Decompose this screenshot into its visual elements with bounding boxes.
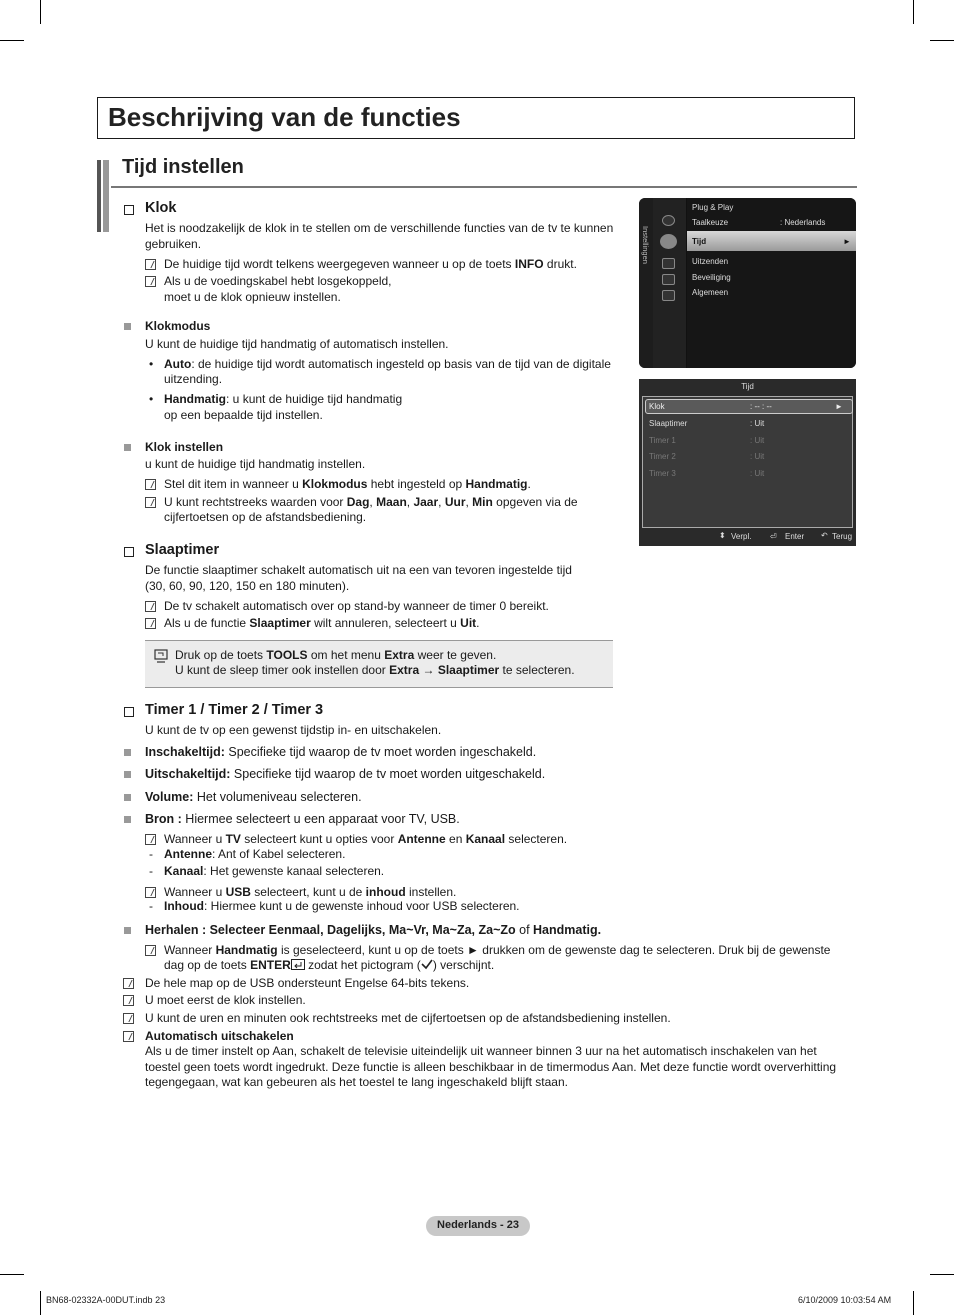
footer-date: 6/10/2009 10:03:54 AM — [798, 1295, 892, 1305]
enter-icon: ⏎ — [770, 532, 777, 541]
klok-intro-2: gebruiken. — [145, 237, 202, 251]
dash: - — [149, 864, 153, 878]
note-icon — [145, 834, 156, 845]
timer-uitschakeltijd: Uitschakeltijd: Specifieke tijd waarop de tv moet worden uitgeschakeld. — [145, 767, 546, 781]
checkbox-icon — [124, 707, 134, 717]
page-number-badge — [426, 1216, 530, 1236]
dash: - — [149, 847, 153, 861]
crop-mark — [913, 0, 914, 24]
klokmodus-auto-2: uitzending. — [164, 372, 223, 386]
slaap-desc-1: De functie slaaptimer schakelt automatisch uit na een van tevoren ingestelde tijd — [145, 563, 572, 577]
heading-klok-instellen: Klok instellen — [145, 440, 224, 454]
tv-tijd-panel — [642, 396, 853, 528]
tv-tijd-row-label[interactable]: Klok — [649, 402, 665, 411]
herhalen-note-2: dag op de toets ENTER zodat het pictogram ( ) verschijnt. — [164, 958, 495, 972]
bron-note-usb: Wanneer u USB selecteert, kunt u de inhoud instellen. — [164, 885, 457, 899]
slaap-note-1: De tv schakelt automatisch over op stand-by wanneer de timer 0 bereikt. — [164, 599, 549, 613]
note-icon — [145, 497, 156, 508]
herhalen-note-1: Wanneer Handmatig is geselecteerd, kunt u op de toets ► drukken om de gewenste dag te selecteren. Druk bij de gewenste — [164, 943, 831, 957]
tv-tijd-row-value: : Uit — [750, 436, 765, 445]
tv-tijd-row-label[interactable]: Slaaptimer — [649, 419, 688, 428]
note-icon — [145, 887, 156, 898]
klok-intro-1: Het is noodzakelijk de klok in te stellen om de verschillende functies van de tv te kunnen — [145, 221, 614, 235]
check-icon — [421, 959, 433, 970]
nav-move: Verpl. — [731, 532, 752, 541]
general-note-1: De hele map op de USB ondersteunt Engelse 64-bits tekens. — [145, 976, 470, 990]
crop-mark — [0, 40, 24, 41]
tv-tijd-row-label[interactable]: Timer 3 — [649, 469, 676, 478]
note-icon — [145, 618, 156, 629]
klok-note-2a: Als u de voedingskabel hebt losgekoppeld, — [164, 274, 392, 288]
bron-inhoud: Inhoud: Hiermee kunt u de gewenste inhoud voor USB selecteren. — [164, 899, 520, 913]
tools-tip-box — [145, 640, 613, 688]
klokmodus-handmatig: Handmatig: u kunt de huidige tijd handmatig — [164, 392, 403, 406]
bullet-square — [124, 444, 131, 451]
crop-mark — [930, 40, 954, 41]
bullet-square — [124, 794, 131, 801]
tv-menu-selection[interactable] — [687, 231, 856, 251]
bullet-square — [124, 927, 131, 934]
klokinst-desc: u kunt de huidige tijd handmatig instellen. — [145, 457, 366, 471]
timer-volume: Volume: Het volumeniveau selecteren. — [145, 790, 362, 804]
slaap-desc-2: (30, 60, 90, 120, 150 en 180 minuten). — [145, 579, 350, 593]
bullet-square — [124, 323, 131, 330]
bron-kanaal: Kanaal: Het gewenste kanaal selecteren. — [164, 864, 385, 878]
dash: - — [149, 899, 153, 913]
tools-tip-1: Druk op de toets TOOLS om het menu Extra weer te geven. — [175, 648, 497, 662]
tv-menu-value: : Nederlands — [780, 218, 826, 227]
return-icon: ↶ — [821, 531, 828, 540]
section-bar — [103, 160, 109, 232]
timer-inschakeltijd: Inschakeltijd: Specifieke tijd waarop de tv moet worden ingeschakeld. — [145, 745, 537, 759]
heading-timer: Timer 1 / Timer 2 / Timer 3 — [145, 702, 324, 718]
bullet-square — [124, 816, 131, 823]
input-icon — [662, 258, 675, 269]
auto-uit-1: Als u de timer instelt op Aan, schakelt de televisie uiteindelijk uit wanneer binnen 3 uur na het automatisch inschakelen van het — [145, 1044, 817, 1058]
klokmodus-auto: Auto: de huidige tijd wordt automatisch ingesteld op basis van de tijd van de digitale — [164, 357, 611, 371]
klokinst-note-2: U kunt rechtstreeks waarden voor Dag, Maan, Jaar, Uur, Min opgeven via de — [164, 495, 578, 509]
note-icon — [123, 978, 134, 989]
page-title-box — [97, 97, 855, 139]
tv-tijd-selection[interactable] — [645, 399, 853, 414]
section-bar — [97, 160, 101, 232]
heading-slaaptimer: Slaaptimer — [145, 542, 220, 558]
note-icon — [123, 995, 134, 1006]
tv-settings-menu — [639, 198, 856, 368]
updown-icon: ⬍ — [719, 531, 726, 540]
application-icon — [662, 274, 675, 285]
tv-menu-item[interactable]: Beveiliging — [692, 273, 731, 282]
page-title: Beschrijving van de functies — [108, 102, 461, 132]
note-icon — [145, 479, 156, 490]
crop-mark — [40, 0, 41, 24]
bullet-dot: • — [149, 357, 154, 371]
slaap-note-2: Als u de functie Slaaptimer wilt annuleren, selecteert u Uit. — [164, 616, 480, 630]
auto-uit-2: toestel geen toets wordt ingedrukt. Deze functie is alleen beschikbaar in de timermodus Aan. Met deze functie wordt oververhitting — [145, 1060, 837, 1074]
timer-herhalen: Herhalen : Selecteer Eenmaal, Dagelijks, Ma~Vr, Ma~Za, Za~Zo of Handmatig. — [145, 923, 602, 937]
auto-uit-heading: Automatisch uitschakelen — [145, 1029, 294, 1043]
general-note-2: U moet eerst de klok instellen. — [145, 993, 306, 1007]
tv-menu-item[interactable]: Uitzenden — [692, 257, 729, 266]
timer-bron: Bron : Hiermee selecteert u een apparaat voor TV, USB. — [145, 812, 460, 826]
note-icon — [123, 1031, 134, 1042]
bullet-dot: • — [149, 392, 154, 406]
checkbox-icon — [124, 205, 134, 215]
bullet-square — [124, 771, 131, 778]
bron-antenne: Antenne: Ant of Kabel selecteren. — [164, 847, 346, 861]
section-title: Tijd instellen — [122, 156, 244, 178]
crop-mark — [40, 1291, 41, 1315]
crop-mark — [913, 1291, 914, 1315]
nav-enter: Enter — [785, 532, 805, 541]
tv-tijd-row-value: : Uit — [750, 469, 765, 478]
arrow-right-icon: ► — [843, 237, 851, 246]
footer-file: BN68-02332A-00DUT.indb 23 — [46, 1295, 166, 1305]
tv-tijd-title: Tijd — [741, 382, 754, 391]
heading-klokmodus: Klokmodus — [145, 319, 211, 333]
klokmodus-handmatig-2: op een bepaalde tijd instellen. — [164, 408, 323, 422]
tv-tijd-row-value: : Uit — [750, 452, 765, 461]
note-icon — [145, 276, 156, 287]
tv-menu-item[interactable]: Taalkeuze — [692, 218, 729, 227]
enter-icon — [291, 959, 305, 970]
tv-tijd-row-label[interactable]: Timer 1 — [649, 436, 676, 445]
timer-desc: U kunt de tv op een gewenst tijdstip in- en uitschakelen. — [145, 723, 442, 737]
tv-side-strip — [639, 198, 653, 368]
picture-icon — [662, 215, 675, 226]
tools-tip-2: U kunt de sleep timer ook instellen door Extra → Slaaptimer te selecteren. — [175, 663, 575, 677]
tv-tijd-row-label[interactable]: Timer 2 — [649, 452, 676, 461]
tv-menu-item-selected[interactable]: Tijd — [692, 237, 707, 246]
tv-menu-item[interactable]: Algemeen — [692, 288, 729, 297]
note-icon — [145, 259, 156, 270]
general-note-3: U kunt de uren en minuten ook rechtstreeks met de cijfertoetsen op de afstandsbediening instellen. — [145, 1011, 671, 1025]
klokmodus-desc: U kunt de huidige tijd handmatig of automatisch instellen. — [145, 337, 449, 351]
arrow-right-icon: ► — [835, 402, 843, 411]
klok-note-2b: moet u de klok opnieuw instellen. — [164, 290, 341, 304]
auto-uit-3: tegengegaan, wat kan gebeuren als het toestel te lang ingeschakeld blijft staan. — [145, 1075, 568, 1089]
nav-back: Terug — [832, 532, 853, 541]
tv-menu-item[interactable]: Plug & Play — [692, 203, 734, 212]
tv-side-label: Instellingen — [641, 226, 650, 264]
bullet-square — [124, 749, 131, 756]
tv-tijd-menu — [639, 379, 856, 546]
tv-tijd-row-value: : Uit — [750, 419, 765, 428]
section-rule — [111, 186, 857, 188]
tools-icon — [154, 649, 168, 663]
klokinst-note-2b: cijfertoetsen op de afstandsbediening. — [164, 510, 367, 524]
page-number: Nederlands - 23 — [437, 1219, 519, 1231]
heading-klok: Klok — [145, 200, 177, 216]
crop-mark — [0, 1274, 24, 1275]
checkbox-icon — [124, 547, 134, 557]
crop-mark — [930, 1274, 954, 1275]
gear-icon — [660, 234, 677, 249]
note-icon — [145, 601, 156, 612]
bron-note-tv: Wanneer u TV selecteert kunt u opties voor Antenne en Kanaal selecteren. — [164, 832, 568, 846]
note-icon — [145, 945, 156, 956]
support-icon — [662, 290, 675, 301]
tv-tijd-row-value: : -- : -- — [750, 402, 772, 411]
note-icon — [123, 1013, 134, 1024]
klokinst-note-1: Stel dit item in wanneer u Klokmodus hebt ingesteld op Handmatig. — [164, 477, 531, 491]
klok-note-1: De huidige tijd wordt telkens weergegeven wanneer u op de toets INFO drukt. — [164, 257, 577, 271]
